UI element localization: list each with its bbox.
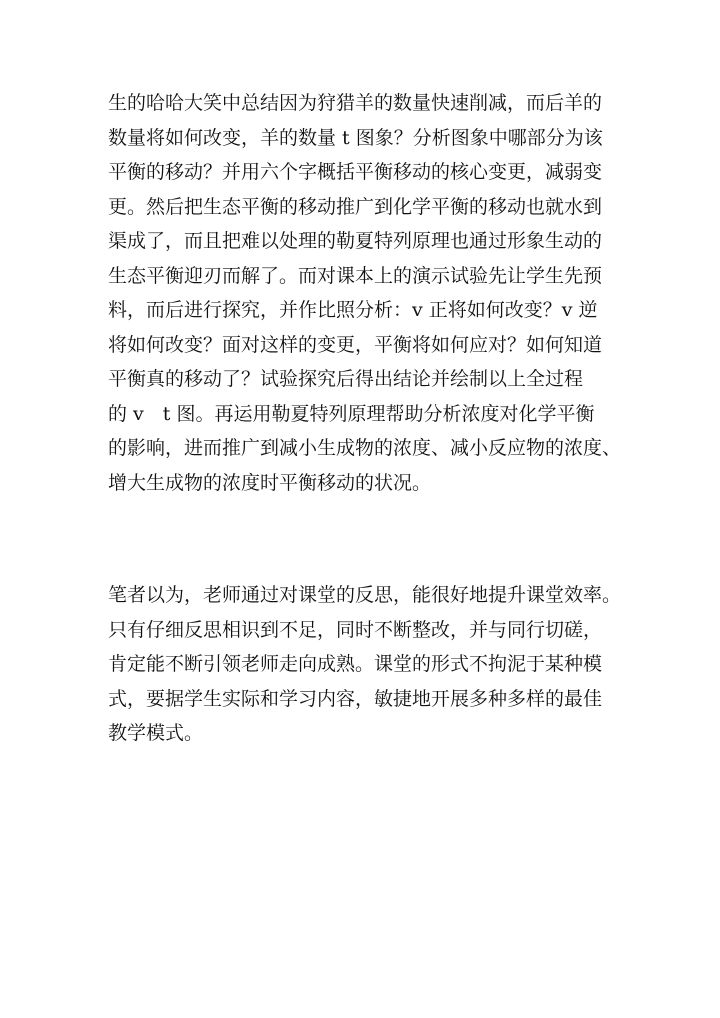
paragraph-2-line-4: 式，要据学生实际和学习内容，敏捷地开展多种多样的最佳: [108, 687, 603, 710]
paragraph-1-line-2: 数量将如何改变，羊的数量 t 图象？分析图象中哪部分为该: [108, 126, 603, 149]
paragraph-1-line-6: 生态平衡迎刃而解了。而对课本上的演示试验先让学生先预: [108, 264, 603, 287]
paragraph-1-line-9: 平衡真的移动了？试验探究后得出结论并绘制以上全过程: [108, 368, 584, 390]
paragraph-1-line-8: 将如何改变？面对这样的变更，平衡将如何应对？如何知道: [108, 333, 603, 356]
paragraph-2-line-5: 教学模式。: [108, 722, 204, 744]
paragraph-1-line-3: 平衡的移动？并用六个字概括平衡移动的核心变更，减弱变: [108, 161, 603, 183]
paragraph-1-line-1: 生的哈哈大笑中总结因为狩猎羊的数量快速削减，而后羊的: [108, 92, 603, 114]
paragraph-1: [108, 86, 628, 500]
paragraph-1-line-5: 渠成了，而且把难以处理的勒夏特列原理也通过形象生动的: [108, 230, 603, 252]
paragraph-1-line-10: 的 v t 图。再运用勒夏特列原理帮助分析浓度对化学平衡: [108, 402, 595, 425]
paragraph-2: [108, 578, 628, 751]
paragraph-1-line-11: 的影响，进而推广到减小生成物的浓度、减小反应物的浓度、: [108, 437, 622, 459]
paragraph-1-line-4: 更。然后把生态平衡的移动推广到化学平衡的移动也就水到: [108, 195, 603, 218]
paragraph-2-line-2: 只有仔细反思相识到不足，同时不断整改，并与同行切磋，: [108, 618, 603, 641]
paragraph-2-line-3: 肯定能不断引领老师走向成熟。课堂的形式不拘泥于某种模: [108, 653, 603, 675]
paragraph-2-line-1: 笔者以为，老师通过对课堂的反思，能很好地提升课堂效率。: [108, 584, 622, 606]
paragraph-1-line-12: 增大生成物的浓度时平衡移动的状况。: [108, 471, 432, 494]
paragraph-1-line-7: 料，而后进行探究，并作比照分析：v 正将如何改变？v 逆: [108, 299, 598, 321]
